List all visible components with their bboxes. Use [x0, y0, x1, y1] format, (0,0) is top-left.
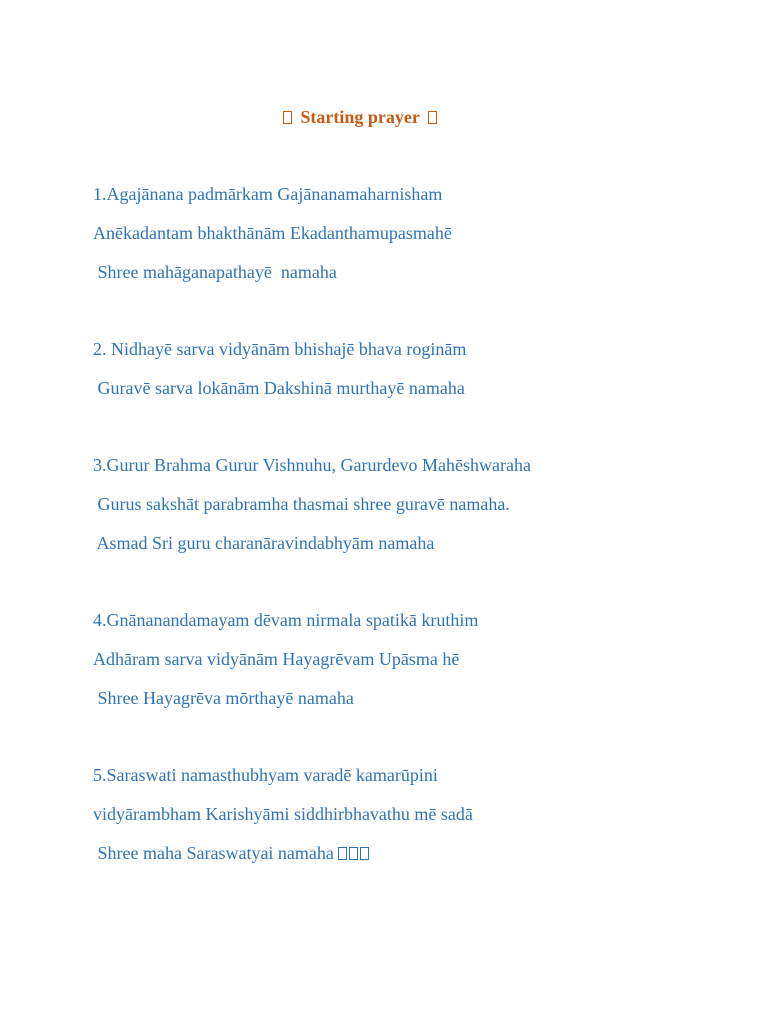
verse-4-line-3: Shree Hayagrēva mōrthayē namaha — [93, 688, 354, 708]
verse-5-line-1: 5.Saraswati namasthubhyam varadē kamarūpini — [93, 765, 438, 785]
verse-3-line-2: Gurus sakshāt parabramha thasmai shree guravē namaha. — [93, 494, 510, 514]
page-title — [0, 104, 720, 130]
verse-2-line-2: Guravē sarva lokānām Dakshinā murthayē namaha — [93, 378, 465, 398]
missing-glyph-icon — [338, 847, 347, 860]
verse-1-line-1: 1.Agajānana padmārkam Gajānanamaharnisham — [93, 184, 443, 204]
verse-5-line-2: vidyārambham Karishyāmi siddhirbhavathu mē sadā — [93, 804, 473, 824]
missing-glyph-icon — [283, 111, 292, 124]
verse-5-line-3-text: Shree maha Saraswatyai namaha — [93, 843, 339, 863]
verse-3-line-3: Asmad Sri guru charanāravindabhyām namaha — [93, 533, 435, 553]
verse-1-line-2: Anēkadantam bhakthānām Ekadanthamupasmahē — [93, 223, 452, 243]
missing-glyph-icon — [349, 847, 358, 860]
missing-glyph-icon — [428, 111, 437, 124]
title-text: Starting prayer — [300, 107, 420, 127]
verse-5-line-3 — [93, 841, 371, 865]
missing-glyph-icon — [360, 847, 369, 860]
verse-3-line-1: 3.Gurur Brahma Gurur Vishnuhu, Garurdevo Mahēshwaraha — [93, 455, 531, 475]
verse-4-line-2: Adhāram sarva vidyānām Hayagrēvam Upāsma hē — [93, 649, 460, 669]
verse-4-line-1: 4.Gnānanandamayam dēvam nirmala spatikā kruthim — [93, 610, 479, 630]
verse-1-line-3: Shree mahāganapathayē namaha — [93, 262, 337, 282]
verse-2-line-1: 2. Nidhayē sarva vidyānām bhishajē bhava roginām — [93, 339, 467, 359]
